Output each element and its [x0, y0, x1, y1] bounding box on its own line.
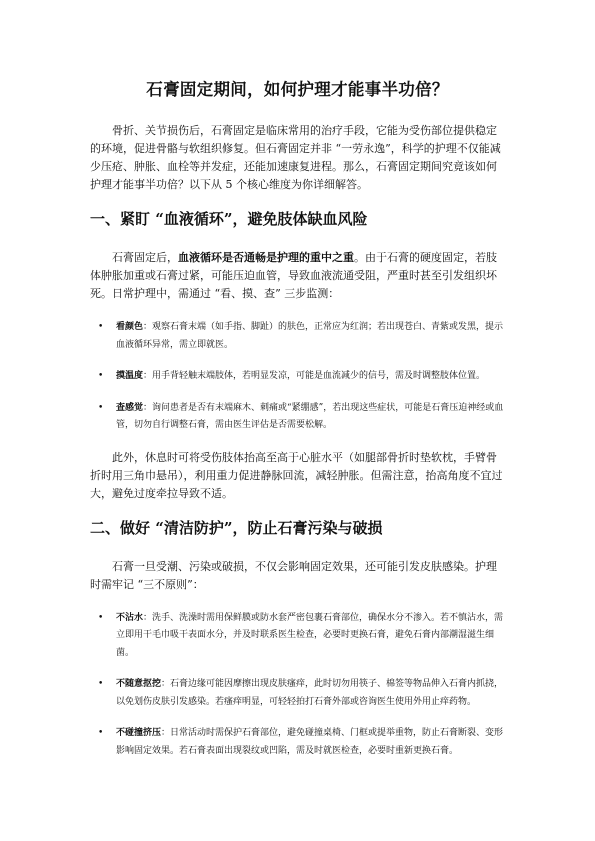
- section-1-heading: 一、紧盯 “血液循环”，避免肢体缺血风险: [90, 210, 368, 228]
- bullet-term: 不碰撞挤压: [116, 728, 162, 738]
- document-title: 石膏固定期间，如何护理才能事半功倍？: [146, 80, 449, 99]
- bullet-dot: •: [98, 679, 104, 689]
- list-item: [98, 725, 505, 760]
- bullet-term: 摸温度: [116, 371, 144, 381]
- list-item: [98, 610, 505, 663]
- bullet-dot: •: [98, 728, 104, 738]
- bullet-term: 看颜色: [116, 322, 144, 332]
- bullet-dot: •: [98, 322, 104, 332]
- section-1-paragraph: [90, 249, 505, 303]
- list-item: [98, 368, 505, 386]
- bullet-dot: •: [98, 612, 104, 623]
- bullet-dot: •: [98, 402, 104, 413]
- section-1-text-after: 。由于石膏的硬度固定，若肢体肿胀加重或石膏过紧，可能压迫血管，导致血液流通受阻，严重时甚至引发组织坏死。日常护理中，需通过 “看、摸、查” 三步监测：: [90, 251, 497, 300]
- bullet-dot: •: [98, 371, 104, 381]
- section-2-bullet-list: [90, 610, 505, 761]
- bullet-text: ：观察石膏末端（如手指、脚趾）的肤色，正常应为红润；若出现苍白、青紫或发黑，提示血液循环异常，需立即就医。: [116, 322, 504, 350]
- bullet-text: ：询问患者是否有末端麻木、刺痛或“紧绷感”，若出现这些症状，可能是石膏压迫神经或血管，切勿自行调整石膏，需由医生评估是否需要松解。: [116, 402, 504, 430]
- section-1-emphasis: 血液循环是否通畅是护理的重中之重: [178, 251, 354, 264]
- section-1-text-before: 石膏固定后，: [112, 251, 178, 264]
- bullet-text: ：洗手、洗澡时需用保鲜膜或防水套严密包裹石膏部位，确保水分不渗入。若不慎沾水，需立即用干毛巾吸干表面水分，并及时联系医生检查，必要时更换石膏，避免石膏内部潮湿滋生细菌。: [116, 612, 504, 658]
- bullet-text: ：日常活动时需保护石膏部位，避免碰撞桌椅、门框或提举重物，防止石膏断裂、变形影响固定效果。若石膏表面出现裂纹或凹陷，需及时就医检查，必要时重新更换石膏。: [116, 728, 504, 756]
- bullet-term: 不沾水: [116, 612, 144, 623]
- bullet-term: 查感觉: [116, 402, 144, 413]
- section-1-bullet-list: [90, 319, 505, 435]
- bullet-text: ：用手背轻触末端肢体，若明显发凉，可能是血流减少的信号，需及时调整肢体位置。: [143, 371, 486, 381]
- bullet-text: ：石膏边缘可能因摩擦出现皮肤瘙痒，此时切勿用筷子、棉签等物品伸入石膏内抓挠，以免划伤皮肤引发感染。若瘙痒明显，可轻轻拍打石膏外部或咨询医生使用外用止痒药物。: [116, 679, 504, 707]
- section-2-paragraph: 石膏一旦受潮、污染或破损，不仅会影响固定效果，还可能引发皮肤感染。护理时需牢记 “三不原则”：: [90, 559, 497, 591]
- list-item: [98, 319, 505, 354]
- section-2-heading: 二、做好 “清洁防护”，防止石膏污染与破损: [90, 518, 383, 537]
- bullet-term: 不随意抠挖: [116, 679, 162, 689]
- intro-paragraph: 骨折、关节损伤后，石膏固定是临床常用的治疗手段，它能为受伤部位提供稳定的环境，促进骨骼与软组织修复。但石膏固定并非 “一劳永逸”，科学的护理不仅能减少压疮、肿胀、血栓等并发症，还能加速康复进程。那么，石膏固定期间究竟该如何护理才能事半功倍？以下从 5 个核心维度为你详细解答。: [90, 124, 501, 191]
- section-1-paragraph-2: 此外，休息时可将受伤肢体抬高至高于心脏水平（如腿部骨折时垫软枕，手臂骨折时用三角巾悬吊），利用重力促进静脉回流，减轻肿胀。但需注意，抬高角度不宜过大，避免过度牵拉导致不适。: [90, 450, 503, 500]
- list-item: [98, 676, 505, 711]
- list-item: [98, 400, 505, 435]
